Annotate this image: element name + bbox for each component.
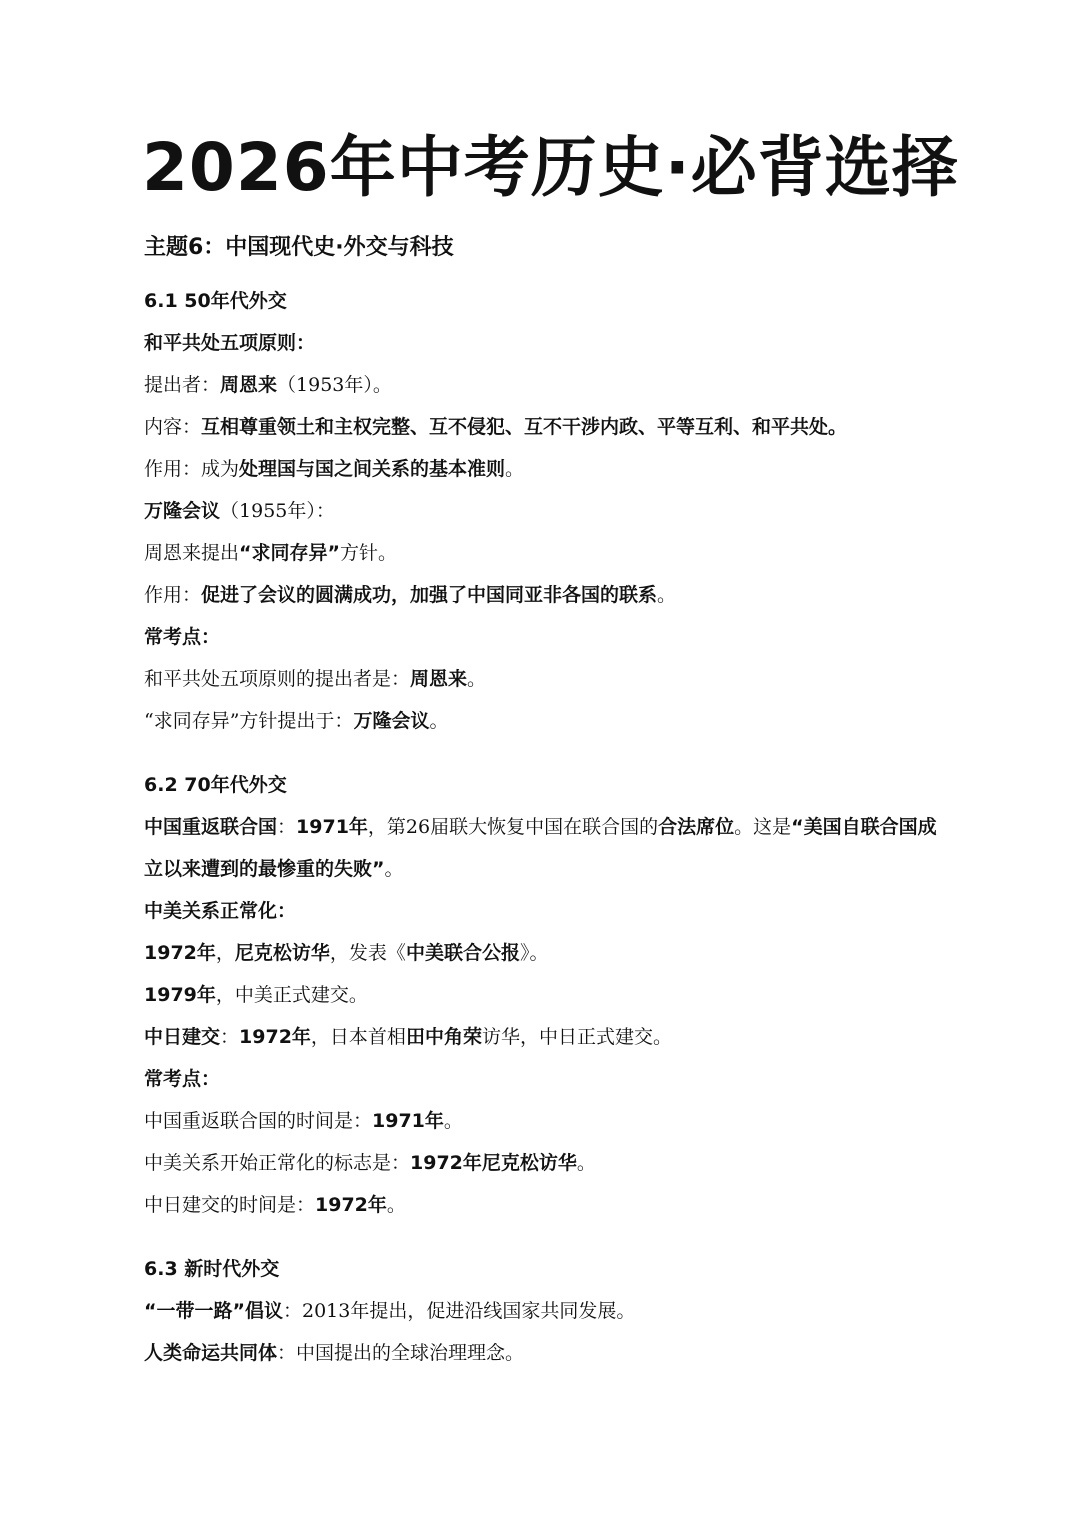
text-line bbox=[144, 700, 944, 742]
text-line bbox=[144, 1142, 944, 1184]
plain-text: 。这是 bbox=[734, 816, 792, 838]
plain-text: ：2013年提出，促进沿线国家共同发展。 bbox=[282, 1300, 636, 1322]
plain-text: 。 bbox=[384, 858, 404, 880]
bold-text: 周恩来 bbox=[220, 374, 278, 396]
plain-text: 。 bbox=[443, 1110, 463, 1132]
bold-text: 1972年 bbox=[239, 1026, 311, 1048]
text-line bbox=[144, 1100, 944, 1142]
bold-text: 1971年 bbox=[296, 816, 368, 838]
plain-text: 中日建交的时间是： bbox=[144, 1194, 316, 1216]
text-line bbox=[144, 806, 944, 890]
text-line bbox=[144, 1184, 944, 1226]
text-line bbox=[144, 490, 944, 532]
plain-text: 中国重返联合国的时间是： bbox=[144, 1110, 373, 1132]
plain-text: 访华，中日正式建交。 bbox=[481, 1026, 672, 1048]
bold-text: 常考点： bbox=[144, 626, 221, 648]
plain-text: 内容： bbox=[144, 416, 202, 438]
text-line bbox=[144, 448, 944, 490]
text-line bbox=[144, 616, 944, 658]
bold-text: 万隆会议 bbox=[353, 710, 430, 732]
plain-text: 作用：成为 bbox=[144, 458, 240, 480]
bold-text: “美国自联合国成立以来遭到的最惨重的失败” bbox=[144, 816, 937, 880]
section-title: 6.2 70年代外交 bbox=[144, 774, 287, 796]
plain-text: 。 bbox=[467, 668, 487, 690]
bold-text: 促进了会议的圆满成功，加强了中国同亚非各国的联系 bbox=[201, 584, 658, 606]
bold-text: 中美联合公报 bbox=[405, 942, 520, 964]
plain-text: ，中美正式建交。 bbox=[215, 984, 368, 1006]
plain-text: ，第26届联大恢复中国在联合国的 bbox=[367, 816, 659, 838]
section-title: 6.1 50年代外交 bbox=[144, 290, 287, 312]
bold-text: 周恩来 bbox=[410, 668, 468, 690]
bold-text: 1971年 bbox=[372, 1110, 444, 1132]
plain-text: 。 bbox=[576, 1152, 596, 1174]
bold-text: “一带一路”倡议 bbox=[144, 1300, 283, 1322]
text-line bbox=[144, 658, 944, 700]
plain-text: 。 bbox=[386, 1194, 406, 1216]
text-line bbox=[144, 1332, 944, 1374]
plain-text: “求同存异”方针提出于： bbox=[144, 710, 354, 732]
plain-text: 提出者： bbox=[144, 374, 221, 396]
plain-text: 。 bbox=[505, 458, 525, 480]
document-content bbox=[144, 228, 944, 1396]
sections-container bbox=[144, 280, 944, 1374]
plain-text: ：中国提出的全球治理理念。 bbox=[277, 1342, 525, 1364]
plain-text: 和平共处五项原则的提出者是： bbox=[144, 668, 411, 690]
bold-text: 处理国与国之间关系的基本准则 bbox=[239, 458, 506, 480]
plain-text: 周恩来提出 bbox=[144, 542, 240, 564]
bold-text: 田中角荣 bbox=[405, 1026, 482, 1048]
bold-text: 1972年 bbox=[315, 1194, 387, 1216]
bold-text: 尼克松访华 bbox=[234, 942, 330, 964]
bold-text: 人类命运共同体 bbox=[144, 1342, 278, 1364]
text-line bbox=[144, 574, 944, 616]
bold-text: 1972年尼克松访华 bbox=[410, 1152, 577, 1174]
bold-text: 中国重返联合国 bbox=[144, 816, 278, 838]
text-line bbox=[144, 364, 944, 406]
text-line bbox=[144, 532, 944, 574]
text-line bbox=[144, 974, 944, 1016]
section-title: 6.3 新时代外交 bbox=[144, 1258, 280, 1280]
bold-text: 1972年 bbox=[144, 942, 216, 964]
plain-text: ： bbox=[220, 1026, 240, 1048]
text-line bbox=[144, 1290, 944, 1332]
plain-text: 中美关系开始正常化的标志是： bbox=[144, 1152, 411, 1174]
document-title: 2026年中考历史·必背选择 bbox=[142, 129, 959, 206]
text-line bbox=[144, 406, 944, 448]
plain-text: 。 bbox=[657, 584, 677, 606]
bold-text: 合法席位 bbox=[658, 816, 735, 838]
plain-text: 作用： bbox=[144, 584, 202, 606]
plain-text: ，发表《 bbox=[329, 942, 406, 964]
plain-text: （1955年）： bbox=[220, 500, 335, 522]
plain-text: ， bbox=[215, 942, 235, 964]
text-line bbox=[144, 890, 944, 932]
section bbox=[144, 280, 944, 742]
bold-text: “求同存异” bbox=[239, 542, 340, 564]
plain-text: 方针。 bbox=[340, 542, 398, 564]
bold-text: 和平共处五项原则： bbox=[144, 332, 316, 354]
theme-heading: 主题6：中国现代史·外交与科技 bbox=[144, 235, 454, 260]
text-line bbox=[144, 1058, 944, 1100]
plain-text: ，日本首相 bbox=[310, 1026, 406, 1048]
bold-text: 1979年 bbox=[144, 984, 216, 1006]
bold-text: 常考点： bbox=[144, 1068, 221, 1090]
bold-text: 中美关系正常化： bbox=[144, 900, 297, 922]
plain-text: 》。 bbox=[519, 942, 549, 964]
bold-text: 互相尊重领土和主权完整、互不侵犯、互不干涉内政、平等互利、和平共处。 bbox=[201, 416, 848, 438]
plain-text: ： bbox=[277, 816, 297, 838]
section bbox=[144, 1248, 944, 1374]
text-line bbox=[144, 322, 944, 364]
plain-text: 。 bbox=[429, 710, 449, 732]
plain-text: （1953年）。 bbox=[277, 374, 392, 396]
section bbox=[144, 764, 944, 1226]
text-line bbox=[144, 1016, 944, 1058]
bold-text: 中日建交 bbox=[144, 1026, 221, 1048]
text-line bbox=[144, 932, 944, 974]
bold-text: 万隆会议 bbox=[144, 500, 221, 522]
